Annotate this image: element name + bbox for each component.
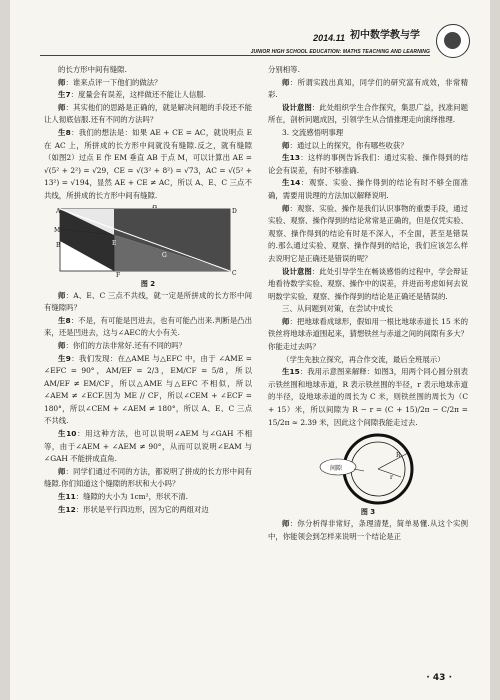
fig2-label-h: H [152, 204, 158, 210]
paragraph [268, 518, 468, 543]
paragraph [268, 203, 468, 266]
paragraph [44, 466, 252, 491]
paragraph [268, 366, 468, 429]
paragraph-text: ：谁来点评一下他们的做法？ [65, 77, 162, 87]
speaker-label: 设计意图 [282, 266, 312, 276]
paragraph [268, 303, 468, 316]
fig2-label-b: B [56, 241, 61, 249]
paragraph [44, 77, 252, 90]
speaker-label: 生13 [282, 153, 300, 163]
speaker-label: 师 [58, 466, 66, 476]
speaker-label: 生12 [58, 504, 76, 514]
paragraph [44, 353, 252, 429]
fig2-label-g: G [162, 251, 167, 259]
paragraph [268, 266, 468, 304]
speaker-label: 师 [58, 77, 66, 87]
journal-title-en: JUNIOR HIGH SCHOOL EDUCATION: MATHS TEACHING AND LEARNING [250, 49, 430, 55]
paragraph [268, 316, 468, 354]
left-column [44, 64, 252, 516]
paragraph-text: ：把地球看成球形，假如用一根比地球赤道长 15 米的铁丝将地球赤道围起来，猜想铁丝与赤道之间的间隙有多大？你能走过去吗？ [268, 316, 468, 352]
right-column [268, 64, 468, 543]
figure-2-caption: 图 2 [140, 279, 156, 288]
issue-date: 2014.11 [313, 33, 345, 43]
paragraph-text: ：你分析得非常好，条理清楚，简单易懂.从这个实例中，你能领会到怎样来说明一个结论是正 [268, 519, 468, 541]
speaker-label: 师 [58, 102, 66, 112]
fig2-label-a: A [56, 207, 61, 215]
speaker-label: 生11 [58, 492, 76, 502]
paragraph-text: ：你们的方法非常好.还有不同的吗？ [65, 340, 187, 350]
figure-3-caption: 图 3 [360, 508, 376, 517]
paragraph-text: 分别相等. [268, 65, 300, 74]
speaker-label: 生8 [58, 127, 71, 137]
paragraph-text: ：我用示意图来解释：如图3，用两个同心圆分别表示铁丝围和地球赤道，R 表示铁丝围的半径，r 表示地球赤道的半径，设地球赤道的周长为 C 米，则铁丝围的周长为（C + 15）米，所以间隙为 R − r = (C + 15)/2π − C/2π = 15/2π ≈ 2.39 米，因此这个间隙我能走过去. [268, 367, 468, 427]
fig2-label-m: M [54, 226, 61, 234]
speaker-label: 生8 [58, 315, 71, 325]
speaker-label: 师 [282, 140, 290, 150]
paragraph-text: ：此处组织学生合作探究，集思广益，找准问题所在，剖析问题成因，引领学生从合情推理走向演绎推理. [268, 102, 468, 125]
speaker-label: 师 [58, 290, 66, 300]
paragraph-text: ：A、E、C 三点不共线，就一定是所拼成的长方形中间有缝隙吗？ [44, 290, 252, 313]
paragraph [44, 89, 252, 102]
paragraph-text: ：通过以上的探究，你有哪些收获？ [289, 140, 408, 150]
paragraph-text: ：这样的事例告诉我们：通过实验、操作得到的结论会有误差，有时不够准确. [268, 153, 468, 175]
speaker-label: 生15 [282, 367, 300, 377]
figure-2-rectangle-diagram [52, 205, 237, 277]
fig2-label-f: F [116, 271, 121, 277]
fig3-label-r-small: r [390, 474, 393, 482]
paragraph [44, 127, 252, 203]
fig2-label-e: E [112, 239, 117, 247]
paragraph [268, 140, 468, 153]
speaker-label: 设计意图 [282, 102, 312, 112]
paragraph [268, 64, 468, 77]
paragraph-text: ：同学们通过不同的方法，都说明了拼成的长方形中间有缝隙.你们知道这个缝隙的形状和大小吗？ [44, 466, 252, 489]
paragraph [44, 428, 252, 466]
paragraph-text: ：我们的想法是：如果 AE + CE = AC，就说明点 E 在 AC 上，所拼成的长方形中间就没有缝隙.反之，就有缝隙（如图2）过点 E 作 EM 垂直 AB 于点 M，可以计算出 AE = √(5² + 2²) = √29，CE = √(3² + 8²) = √73，AC = √(5² + 13²) = √194，显然 AE + CE ≠ AC，所以 A、E、C 三点不共线，所拼成的长方形中间有缝隙. [44, 127, 252, 200]
paragraph-text: 的长方形中间有缝隙. [58, 65, 127, 74]
header-rule [40, 55, 430, 56]
fig3-label-gap: 间隙 [330, 465, 343, 473]
paragraph-text: ：不是，有可能是凹进去，也有可能凸出来.判断是凸出来，还是凹进去，这与∠AEC的大小有关. [44, 315, 252, 338]
speaker-label: 生14 [282, 178, 301, 188]
paragraph [268, 77, 468, 102]
paragraph [44, 64, 252, 77]
paragraph-text: 3. 交流感悟明事理 [282, 127, 344, 137]
speaker-label: 师 [282, 203, 290, 213]
speaker-label: 师 [282, 77, 290, 87]
journal-logo-icon [436, 24, 470, 58]
paragraph-text: ：此处引导学生在畅谈感悟的过程中，学会辩证地看待数学实验、观察、操作中的误差，并进而考虑如何去说明数学实验、观察、操作得到的结论是正确还是错误的. [268, 266, 468, 301]
paragraph-text: （学生先独立探究，再合作交流，最后全班展示） [282, 354, 445, 364]
paragraph [268, 102, 468, 127]
paragraph [268, 152, 468, 177]
speaker-label: 生7 [58, 90, 71, 100]
paragraph [268, 177, 468, 202]
paragraph [44, 340, 252, 353]
speaker-label: 师 [282, 519, 290, 529]
paragraph-text: ：其实他们的思路是正确的，就是解决问题的手段还不能让人彻底信服.还有不同的方法吗？ [44, 102, 252, 125]
page-header [40, 20, 470, 55]
paragraph [44, 290, 252, 315]
page-number: · 43 · [426, 673, 452, 683]
paragraph-text: ：用这种方法，也可以说明∠AEM 与∠GAH 不相等，由于∠AEM + ∠AEM ≠ 90°，从而可以说明∠EAM 与∠GAH 不能拼成直角. [44, 429, 252, 464]
paragraph-text: ：缝隙的大小为 1cm²，形状不清. [75, 492, 188, 502]
paragraph [44, 491, 252, 504]
paragraph-text: ：观察、实验、操作是我们认识事物的重要手段，通过实验、观察、操作得到的结论常常是正确的，但是仅凭实验、观察、操作得到的结论有时是不深入，不全面，甚至是错误的.那么通过实验、观察、操作得到的结论，我们应该怎么样去说明它是正确还是错误的呢？ [268, 203, 468, 263]
paragraph [44, 315, 252, 340]
fig2-label-d: D [232, 207, 237, 215]
paragraph-text: ：我们发现：在△AME 与△EFC 中，由于 ∠AME = ∠EFC = 90°，AM/EF = 2/3，EM/CF = 5/8，所以 AM/EF ≠ EM/CF，所以△AME 与△EFC 不相似，所以∠AEM ≠ ∠ECF.因为 ME // CF，所以∠CEM + ∠ECF = 180°，所以∠CEM + ∠AEM ≠ 180°，所以 A、E、C 三点不共线. [44, 353, 252, 426]
fig3-label-r-big: R [396, 452, 401, 460]
paragraph-text: ：观察、实验、操作得到的结论有时不够全面准确，需要用说理的方法加以解释说明. [268, 178, 468, 200]
fig2-label-c: C [232, 269, 237, 277]
speaker-label: 师 [282, 316, 290, 326]
paragraph-text: ：度量会有误差，这样做还不能让人信服. [70, 90, 206, 100]
speaker-label: 生9 [58, 353, 71, 363]
paragraph [44, 102, 252, 127]
speaker-label: 师 [58, 340, 66, 350]
paragraph-text: 三、从问题到对策，在尝试中成长 [282, 304, 393, 314]
journal-title: 初中数学教与学 [350, 30, 420, 41]
figure-3-concentric-circles [316, 431, 420, 507]
paragraph [268, 354, 468, 367]
paragraph-text: ：形状是平行四边形，因为它的两组对边 [75, 504, 209, 514]
paragraph [44, 504, 252, 517]
paragraph [268, 127, 468, 140]
paragraph-text: ：所谓实践出真知，同学们的研究富有成效，非常精彩. [268, 77, 468, 100]
speaker-label: 生10 [58, 429, 77, 439]
journal-page [10, 0, 490, 700]
